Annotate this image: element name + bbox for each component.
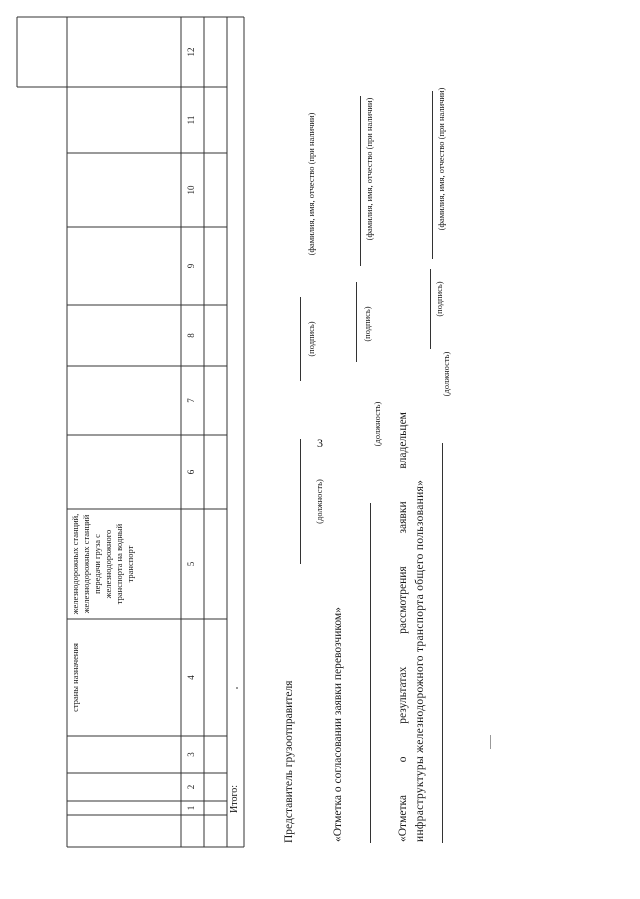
col-num-7: 7 xyxy=(186,398,196,403)
owner-name-line xyxy=(432,91,433,259)
owner-word-6: владельцем xyxy=(397,412,409,469)
col-num-2: 2 xyxy=(186,784,196,790)
col-num-12: 12 xyxy=(186,47,196,57)
col-num-6: 6 xyxy=(186,469,196,475)
carrier-name-caption: (фамилия, имя, отчество (при наличии) xyxy=(364,97,374,241)
shipper-position-line xyxy=(300,439,301,564)
col5-header: железнодорожных станций, железнодорожных станций передачи груза с железнодорожного транспорта на водный транспорт xyxy=(70,513,135,615)
carrier-position-caption: (должность) xyxy=(372,401,382,447)
owner-word-4: рассмотрения xyxy=(397,566,409,634)
page-number: 3 xyxy=(317,436,323,450)
owner-mark-line2: инфраструктуры железнодорожного транспорта общего пользования» xyxy=(414,479,426,842)
col4-header: страны назначения xyxy=(70,643,80,712)
owner-mark-line1 xyxy=(397,412,409,842)
shipper-signature-caption: (подпись) xyxy=(306,321,316,357)
col-num-9: 9 xyxy=(186,263,196,269)
owner-word-3: результатах xyxy=(397,666,409,724)
owner-signature-caption: (подпись) xyxy=(434,281,444,317)
carrier-signature-caption: (подпись) xyxy=(362,306,372,342)
carrier-mark-label: «Отметка о согласовании заявки перевозчиком» xyxy=(332,607,344,842)
owner-line xyxy=(442,443,443,843)
shipper-position-caption: (должность) xyxy=(314,479,324,524)
owner-word-5: заявки xyxy=(397,501,409,534)
col-num-5: 5 xyxy=(186,561,196,567)
carrier-signature-line xyxy=(356,282,357,362)
shipper-rep-label: Представитель грузоотправителя xyxy=(283,680,295,843)
shipper-name-caption: (фамилия, имя, отчество (при наличии) xyxy=(306,112,316,256)
col-num-8: 8 xyxy=(186,333,196,338)
owner-name-caption: (фамилия, имя, отчество (при наличии) xyxy=(436,87,446,231)
col-num-1: 1 xyxy=(186,805,196,811)
owner-signature-line xyxy=(430,269,431,349)
shipper-signature-line xyxy=(300,297,301,381)
carrier-name-line xyxy=(360,96,361,266)
owner-word-1: «Отметка xyxy=(397,794,409,842)
col-num-3: 3 xyxy=(186,752,196,757)
col-num-4: 4 xyxy=(186,675,196,680)
owner-word-2: о xyxy=(397,756,409,763)
carrier-line xyxy=(370,503,371,843)
owner-position-caption: (должность) xyxy=(441,351,451,397)
scan-speck xyxy=(490,735,491,749)
scan-speck xyxy=(236,687,238,689)
total-label: Итого: xyxy=(229,784,240,813)
col-num-11: 11 xyxy=(186,115,196,125)
col-num-10: 10 xyxy=(186,185,196,195)
